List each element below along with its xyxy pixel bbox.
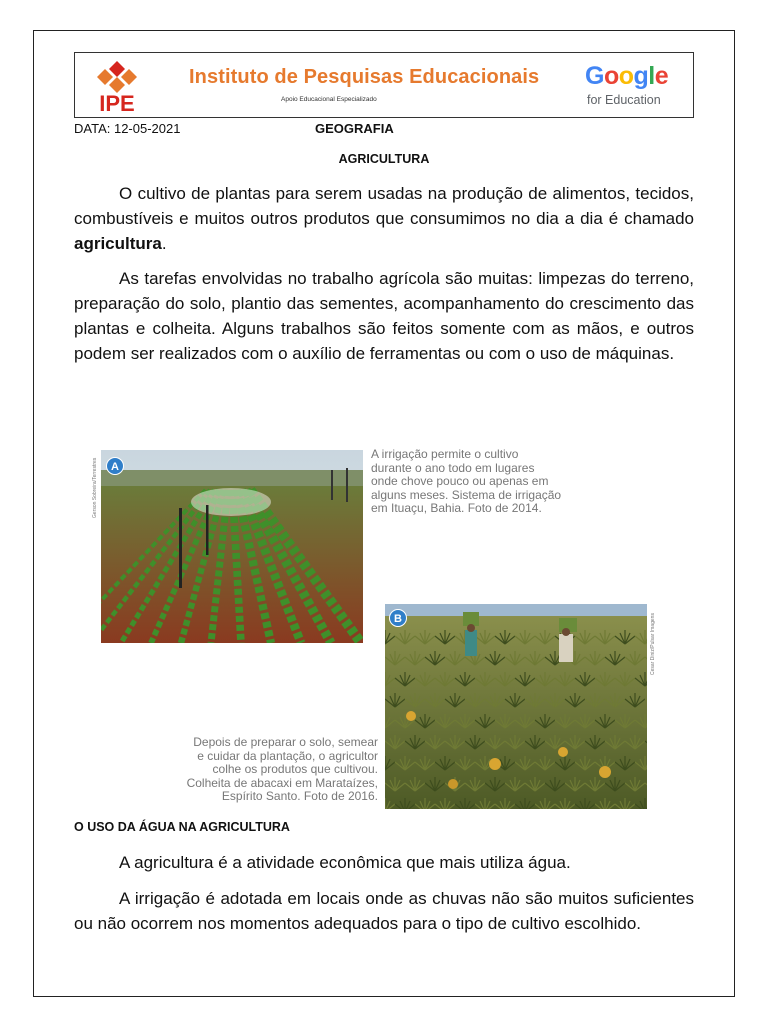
photo-pineapple-harvest [385, 604, 647, 809]
institution-subtitle: Apoio Educacional Especializado [281, 96, 377, 103]
figure-a-badge: A [106, 457, 124, 475]
figure-b-credit: Cesar Diniz/Pulsar Imagens [650, 613, 656, 675]
header-banner [74, 52, 694, 118]
paragraph-intro: O cultivo de plantas para serem usadas na produção de alimentos, tecidos, combustíveis e muitos outros produtos que consumimos no dia a dia é chamado agricultura. [74, 184, 694, 253]
figure-a-caption: A irrigação permite o cultivo durante o ano todo em lugares onde chove pouco ou apenas em alguns meses. Sistema de irrigação em Ituaçu, Bahia. Foto de 2014. [371, 447, 562, 515]
ipe-logo [89, 59, 145, 113]
water-section-heading: O USO DA ÁGUA NA AGRICULTURA [74, 820, 290, 834]
google-letter: g [633, 62, 649, 90]
google-letter: o [603, 62, 619, 90]
figure-a-credit: Gerson Sobreira/Terrestres [92, 457, 98, 518]
google-letter: o [618, 62, 634, 90]
subject-label: GEOGRAFIA [315, 121, 394, 136]
google-letter: e [654, 62, 669, 90]
paragraph-irrigation: A irrigação é adotada em locais onde as chuvas não são muitos suficientes ou não ocorrem nos momentos adequados para o tipo de cultivo escolhido. [74, 889, 694, 933]
figure-b-caption: Depois de preparar o solo, semear e cuidar da plantação, o agricultor colhe os produtos que cultivou. Colheita de abacaxi em Marataízes, Espírito Santo. Foto de 2016. [186, 735, 378, 803]
section-title: AGRICULTURA [338, 152, 430, 166]
date-label: DATA: 12-05-2021 [74, 121, 181, 136]
institution-name: Instituto de Pesquisas Educacionais [189, 66, 540, 88]
paragraph-water-use: A agricultura é a atividade econômica que mais utiliza água. [119, 853, 571, 872]
google-letter: l [648, 62, 655, 90]
google-logo [585, 62, 668, 91]
ipe-logo-text: IPE [99, 91, 135, 113]
keyword-agricultura: agricultura [74, 234, 162, 253]
paragraph-tasks: As tarefas envolvidas no trabalho agrícola são muitas: limpezas do terreno, preparação do solo, plantio das sementes, acompanhamento do crescimento das plantas e colheita. Alguns trabalhos são feitos somente com as mãos, e outros podem ser realizados com o auxílio de ferramentas ou com o uso de máquinas. [74, 269, 694, 363]
google-letter: G [585, 62, 604, 90]
figure-b-badge: B [389, 609, 407, 627]
google-tagline: for Education [587, 93, 661, 107]
photo-irrigation [101, 450, 363, 643]
